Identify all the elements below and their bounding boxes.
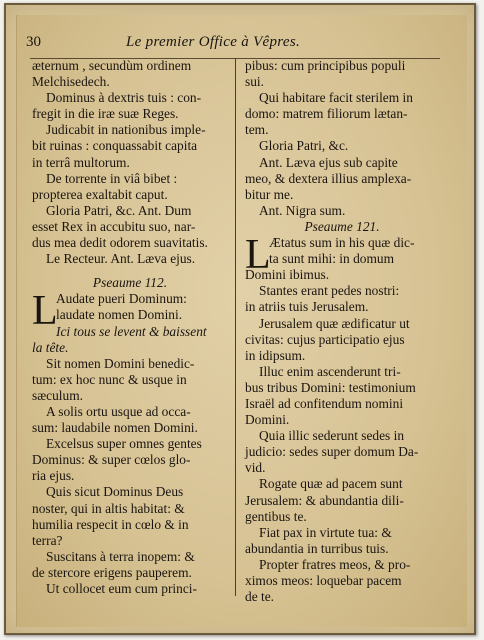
text-line: laudate nomen Domini. — [56, 307, 183, 323]
text-line: æternum , secundùm ordinem — [32, 58, 192, 73]
text-line: humilia respecit in cœlo & in — [32, 516, 189, 532]
text-line: Ant. Læva ejus sub capite — [259, 154, 398, 170]
psalm-title: Pseaume 112. — [92, 275, 168, 291]
rubric-line: la tête. — [32, 339, 69, 355]
text-line: civitas: cujus participatio ejus — [245, 331, 405, 347]
text-line: Le Recteur. Ant. Læva ejus. — [46, 251, 196, 267]
text-line: Suscitans à terra inopem: & — [46, 548, 195, 564]
text-line: Domini. — [245, 412, 290, 428]
drop-cap: L — [32, 288, 58, 335]
text-line: bus tribus Domini: testimonium — [245, 379, 416, 395]
text-line: ximos meos: loquebar pacem — [245, 573, 402, 588]
text-line: Illuc enim ascenderunt tri- — [259, 363, 401, 379]
text-line: Sit nomen Domini benedic- — [46, 355, 195, 371]
text-line: Audate pueri Dominum: — [56, 291, 187, 307]
text-line: Gloria Patri, &c. Ant. Dum — [46, 202, 192, 218]
text-line: in idipsum. — [245, 347, 306, 363]
text-line: de stercore erigens pauperem. — [32, 564, 192, 580]
text-line: Fiat pax in virtute tua: & — [259, 524, 392, 540]
text-line: Jerusalem quæ ædificatur ut — [259, 315, 410, 331]
text-line: terra? — [32, 532, 63, 548]
text-line: in atriis tuis Jerusalem. — [245, 299, 369, 315]
text-line: propterea exaltabit caput. — [32, 186, 168, 202]
text-line: De torrente in viâ bibet : — [46, 170, 178, 186]
text-line: tum: ex hoc nunc & usque in — [32, 371, 187, 387]
text-line: meo, & dextera illius amplexa- — [245, 170, 412, 186]
text-line: sæculum. — [32, 387, 83, 403]
running-header — [0, 34, 484, 54]
text-line: gentibus te. — [245, 508, 307, 524]
text-line: Rogate quæ ad pacem sunt — [259, 476, 403, 492]
right-column — [245, 58, 439, 605]
text-line: abundantia in turribus tuis. — [245, 540, 389, 556]
text-line: Israël ad confitendum nomini — [245, 395, 404, 411]
text-line: vid. — [245, 460, 266, 476]
text-line: sum: laudabile nomen Domini. — [32, 420, 198, 436]
text-line: Excelsus super omnes gentes — [46, 436, 202, 452]
page-number: 30 — [26, 34, 41, 50]
text-line: Domini ibimus. — [245, 267, 330, 283]
text-line: Dominus: & super cœlos glo- — [32, 452, 191, 468]
text-line: pibus: cum principibus populi — [245, 58, 406, 73]
text-line: bit ruinas : conquassabit capita — [32, 138, 198, 154]
text-line: judicio: sedes super domum Da- — [245, 444, 419, 460]
text-line: Melchisedech. — [32, 74, 110, 90]
text-line: sui. — [245, 74, 264, 90]
text-line: in terrâ multorum. — [32, 154, 130, 170]
text-line: Gloria Patri, &c. — [259, 138, 349, 154]
text-line: Stantes erant pedes nostri: — [259, 283, 400, 299]
text-line: Ut collocet eum cum princi- — [46, 581, 197, 596]
text-line: de te. — [245, 589, 274, 605]
text-line: Ætatus sum in his quæ dic- — [269, 235, 415, 251]
text-line: Judicabit in nationibus imple- — [46, 122, 206, 138]
text-line: Propter fratres meos, & pro- — [259, 556, 411, 572]
text-line: tem. — [245, 122, 269, 138]
text-line: Dominus à dextris tuis : con- — [46, 90, 202, 106]
psalm-body — [32, 288, 228, 597]
text-line: Quis sicut Dominus Deus — [46, 484, 184, 500]
running-title: Le premier Office à Vêpres. — [126, 34, 301, 50]
text-line: A solis ortu usque ad occa- — [46, 403, 191, 419]
text-line: Quia illic sederunt sedes in — [259, 428, 405, 444]
text-line: noster, qui in altis habitat: & — [32, 500, 185, 516]
text-line: dus mea dedit odorem suavitatis. — [32, 235, 208, 251]
column-divider — [235, 58, 236, 596]
text-line: ria ejus. — [32, 468, 75, 484]
text-line: Ant. Nigra sum. — [259, 202, 346, 218]
text-line: Jerusalem: & abundantia dili- — [245, 492, 404, 508]
text-line: ta sunt mihi: in domum — [269, 251, 394, 267]
text-line: fregit in die iræ suæ Reges. — [32, 106, 179, 122]
text-line: esset Rex in accubitu suo, nar- — [32, 218, 196, 234]
text-line: Qui habitare facit sterilem in — [259, 90, 413, 106]
text-line: bitur me. — [245, 186, 294, 202]
psalm-body — [245, 232, 439, 605]
psalm-title: Pseaume 121. — [304, 218, 380, 234]
drop-cap: L — [245, 232, 271, 279]
left-column — [32, 58, 228, 597]
text-line: domo: matrem filiorum lætan- — [245, 106, 408, 122]
rubric-line: Ici tous se levent & baissent — [56, 323, 207, 339]
